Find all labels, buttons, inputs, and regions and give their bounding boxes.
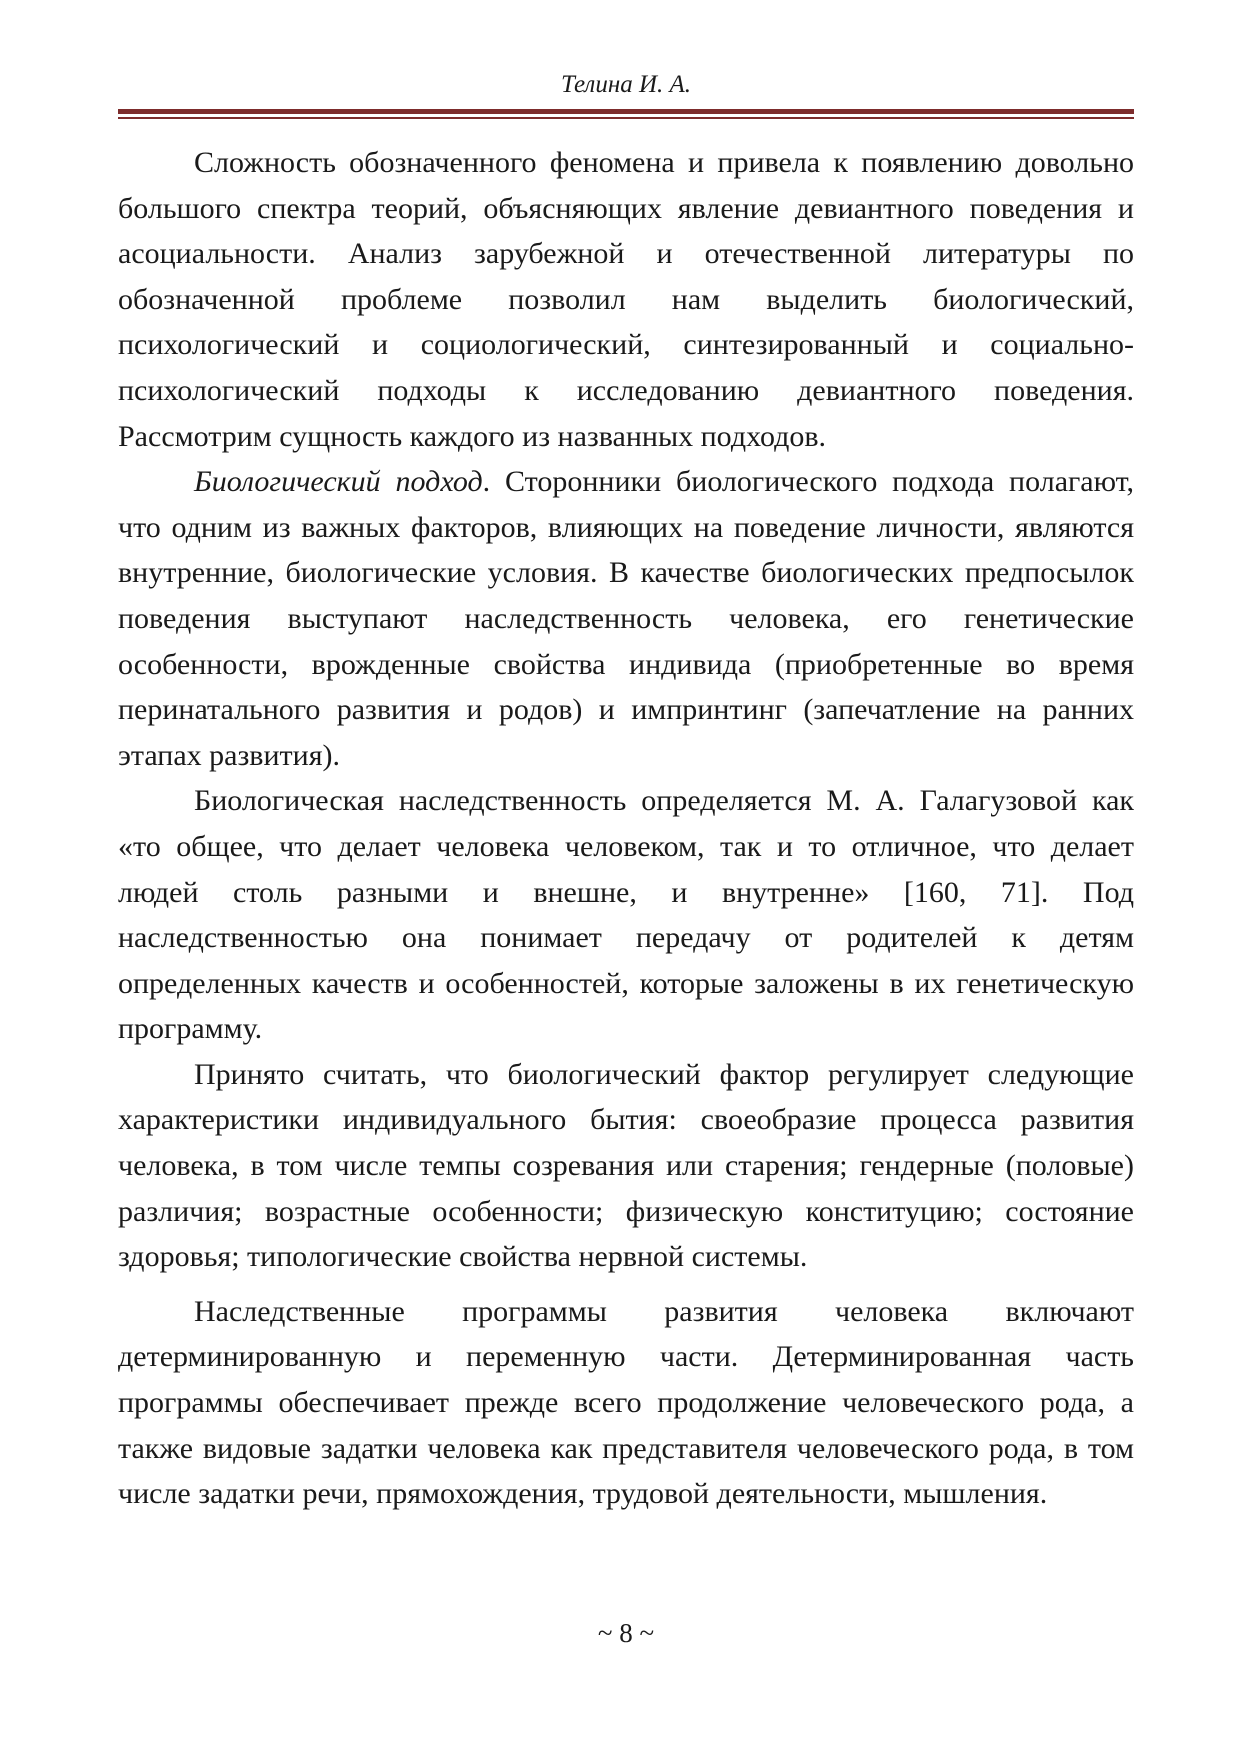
page-number: ~ 8 ~ (597, 1618, 655, 1648)
paragraph-4-text: Принято считать, что биологический фактор регулирует следующие характеристики индивидуального бытия: своеобразие процесса развития человека, в том числе темпы созревания или старения; гендерные (половые) различия; возрастные особенности; физическую конституцию; состояние здоровья; типологические свойства нервной системы. (118, 1057, 1134, 1274)
paragraph-2 (118, 459, 1134, 778)
running-header: Телина И. А. (560, 71, 692, 98)
paragraph-2-lead: Биологический подход (194, 465, 483, 499)
paragraph-1 (118, 140, 1134, 459)
paragraph-3 (118, 778, 1134, 1052)
paragraph-2-text: . Сторонники биологического подхода полагают, что одним из важных факторов, влияющих на поведение личности, являются внутренние, биологические условия. В качестве биологических предпосылок поведения выступают наследственность человека, его генетические особенности, врожденные свойства индивида (приобретенные во время перинатального развития и родов) и импринтинг (запечатление на ранних этапах развития). (118, 465, 1134, 772)
header-rule-thin (118, 117, 1134, 119)
body-text (118, 140, 1134, 1517)
paragraph-5-text: Наследственные программы развития человека включают детерминированную и переменную части. Детерминированная часть программы обеспечивает прежде всего продолжение человеческого рода, а также видовые задатки человека как представителя человеческого рода, в том числе задатки речи, прямохождения, трудовой деятельности, мышления. (118, 1294, 1134, 1511)
header-rule-thick (118, 109, 1134, 114)
paragraph-3-text: Биологическая наследственность определяется М. А. Галагузовой как «то общее, что делает человека человеком, так и то отличное, что делает людей столь разными и внешне, и внутренне» [160, 71]. Под наследственностью она понимает передачу от родителей к детям определенных качеств и особенностей, которые заложены в их генетическую программу. (118, 784, 1134, 1046)
paragraph-4 (118, 1052, 1134, 1280)
paragraph-1-text: Сложность обозначенного феномена и привела к появлению довольно большого спектра теорий, объясняющих явление девиантного поведения и асоциальности. Анализ зарубежной и отечественной литературы по обозначенной проблеме позволил нам выделить биологический, психологический и социологический, синтезированный и социально-психологический подходы к исследованию девиантного поведения. Рассмотрим сущность каждого из названных подходов. (118, 146, 1134, 453)
paragraph-5 (118, 1289, 1134, 1517)
